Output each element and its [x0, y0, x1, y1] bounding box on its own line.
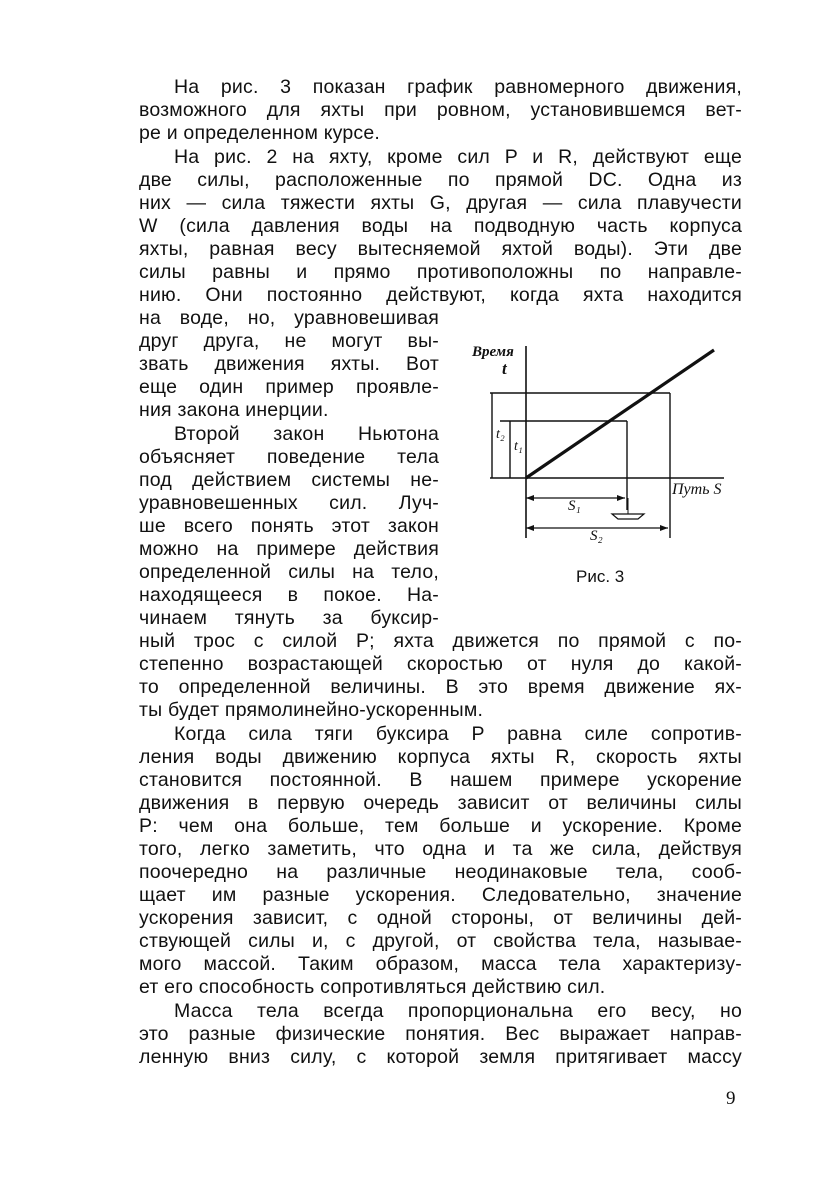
text-line: ления воды движению корпуса яхты R, скорость яхты	[139, 746, 742, 768]
text-line: яхты, равная весу вытесняемой яхтой воды). Эти две	[139, 238, 742, 260]
t2-label: t₂	[496, 427, 505, 442]
text-line: это разные физические понятия. Вес выражает направ-	[139, 1023, 742, 1045]
text-line: возможного для яхты при ровном, установившемся вет-	[139, 99, 742, 121]
text-line: движения в первую очередь зависит от величины силы	[139, 792, 742, 814]
text-line: Когда сила тяги буксира P равна силе сопротив-	[174, 723, 742, 745]
text-line: ствующей силы и, с другой, от свойства тела, называе-	[139, 930, 742, 952]
text-line: ре и определенном курсе.	[139, 122, 381, 144]
s2-label: S₂	[590, 528, 603, 544]
text-line: поочередно на различные неодинаковые тела, сооб-	[139, 861, 742, 883]
figure-caption: Рис. 3	[576, 567, 625, 586]
text-line: ленную вниз силу, с которой земля притягивает массу	[139, 1046, 742, 1068]
text-line: ше всего понять этот закон	[139, 515, 439, 537]
text-line: уравновешенных сил. Луч-	[139, 492, 439, 514]
motion-line	[526, 350, 714, 478]
text-line: степенно возрастающей скоростью от нуля до какой-	[139, 653, 742, 675]
text-line: щает им разные ускорения. Следовательно, значение	[139, 884, 742, 906]
text-line: нию. Они постоянно действуют, когда яхта находится	[139, 284, 742, 306]
s1-label: S₁	[568, 498, 581, 514]
text-line: под действием системы не-	[139, 469, 439, 491]
y-axis-label: Время	[472, 344, 514, 360]
text-line: На рис. 2 на яхту, кроме сил P и R, действуют еще	[174, 146, 742, 168]
text-line: P: чем она больше, тем больше и ускорение. Кроме	[139, 815, 742, 837]
text-line: Второй закон Ньютона	[174, 423, 439, 445]
text-line: ный трос с силой P; яхта движется по прямой с по-	[139, 630, 742, 652]
text-line: На рис. 3 показан график равномерного движения,	[174, 76, 742, 98]
x-axis-label: Путь S	[672, 481, 722, 498]
text-line: звать движения яхты. Вот	[139, 353, 439, 375]
time-distance-graph	[462, 338, 742, 568]
text-line: еще один пример проявле-	[139, 376, 439, 398]
t1-label: t₁	[514, 439, 523, 454]
page-number: 9	[726, 1088, 736, 1109]
yacht-sketch	[612, 514, 644, 519]
text-line: ты будет прямолинейно-ускоренным.	[139, 699, 484, 721]
text-line: две силы, расположенные по прямой DC. Одна из	[139, 169, 742, 191]
text-line: на воде, но, уравновешивая	[139, 307, 439, 329]
text-line: Масса тела всегда пропорциональна его весу, но	[174, 1000, 742, 1022]
text-line: них — сила тяжести яхты G, другая — сила плавучести	[139, 192, 742, 214]
text-line: то определенной величины. В это время движение ях-	[139, 676, 742, 698]
text-line: определенной силы на тело,	[139, 561, 439, 583]
text-line: чинаем тянуть за буксир-	[139, 607, 439, 629]
text-line: можно на примере действия	[139, 538, 439, 560]
figure-3	[462, 338, 742, 588]
text-line: силы равны и прямо противоположны по направле-	[139, 261, 742, 283]
text-line: ния закона инерции.	[139, 399, 329, 421]
text-line: W (сила давления воды на подводную часть корпуса	[139, 215, 742, 237]
text-line: мого массой. Таким образом, масса тела характеризу-	[139, 953, 742, 975]
y-axis-symbol: t	[502, 359, 507, 378]
text-line: ускорения зависит, с одной стороны, от величины дей-	[139, 907, 742, 929]
text-line: объясняет поведение тела	[139, 446, 439, 468]
text-line: находящееся в покое. На-	[139, 584, 439, 606]
text-line: становится постоянной. В нашем примере ускорение	[139, 769, 742, 791]
text-line: того, легко заметить, что одна и та же сила, действуя	[139, 838, 742, 860]
text-line: друг друга, не могут вы-	[139, 330, 439, 352]
text-line: ет его способность сопротивляться действию сил.	[139, 976, 606, 998]
